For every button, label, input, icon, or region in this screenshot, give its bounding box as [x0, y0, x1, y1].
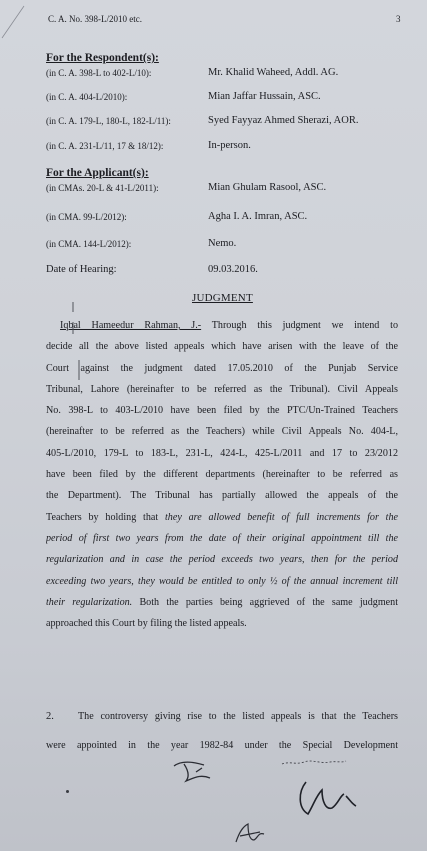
paragraph-line: The controversy giving rise to the listed appeals is that the Teachers [78, 711, 398, 722]
respondent-counsel: Mian Jaffar Hussain, ASC. [208, 91, 321, 102]
respondent-counsel: Syed Fayyaz Ahmed Sherazi, AOR. [208, 115, 359, 126]
paragraph-line: 405-L/2010, 179-L to 183-L, 231-L, 424-L, 425-L/2011 and 17 to 23/2012 [46, 447, 398, 459]
paragraph-line: their regularization. Both the parties being aggrieved of the same judgment [46, 596, 398, 608]
judge-name: Iqbal Hameedur Rahman, J.- [60, 320, 202, 331]
margin-tick-mark [76, 358, 82, 384]
applicant-counsel: Mian Ghulam Rasool, ASC. [208, 182, 327, 193]
initials-signature [230, 818, 274, 848]
judgment-paragraph-1 [46, 315, 398, 634]
page-number: 3 [396, 14, 401, 24]
respondent-cases: (in C. A. 179-L, 180-L, 182-L/11): [46, 116, 171, 126]
paragraph-line: approached this Court by filing the listed appeals. [46, 618, 247, 630]
paragraph-line: the Department). The Tribunal has partially allowed the appeals of the [46, 490, 398, 502]
dotted-flourish [280, 756, 350, 770]
paragraph-line: were appointed in the year 1982-84 under the Special Development [46, 740, 398, 751]
hearing-date: 09.03.2016. [208, 264, 258, 275]
initials-signature [170, 756, 220, 786]
respondent-cases: (in C. A. 398-L to 402-L/10): [46, 68, 152, 78]
paragraph-line: have been filed by the different departments (hereinafter to be referred as [46, 469, 398, 481]
judgment-paragraph-2 [78, 706, 398, 727]
respondent-cases: (in C. A. 404-L/2010): [46, 92, 128, 102]
applicant-counsel: Nemo. [208, 238, 237, 249]
paragraph-line: regularization and in case the period exceeds two years, then for the period [46, 554, 398, 566]
respondent-counsel: In-person. [208, 140, 251, 151]
respondent-cases: (in C. A. 231-L/11, 17 & 18/12): [46, 141, 164, 151]
paragraph-line: exceeding two years, they would be entitled to only ½ of the annual increment till [46, 575, 398, 587]
paragraph-line: (hereinafter to be referred as the Teachers) while Civil Appeals No. 404-L, [46, 426, 398, 438]
paragraph-line: Court against the judgment dated 17.05.2010 of the Punjab Service [46, 362, 398, 374]
quoted-holding: they are allowed benefit of full increments for the [164, 511, 398, 523]
ink-dot [66, 790, 69, 793]
margin-tick-mark [70, 300, 76, 340]
paragraph-line: No. 398-L to 403-L/2010 have been filed by the PTC/Un-Trained Teachers [46, 405, 398, 417]
applicants-heading: For the Applicant(s): [46, 167, 149, 179]
paragraph-line: Tribunal, Lahore (hereinafter to be referred as the Tribunal). Civil Appeals [46, 383, 398, 395]
paragraph-line: period of first two years from the date of their original appointment till the [46, 532, 398, 544]
respondents-heading: For the Respondent(s): [46, 52, 159, 64]
paragraph-line: Iqbal Hameedur Rahman, J.- Through this judgment we intend to [60, 320, 398, 331]
page-fold-mark [0, 0, 40, 40]
paragraph-line: decide all the above listed appeals which have arisen with the leave of the [46, 341, 398, 353]
paragraph-2-number: 2. [46, 711, 54, 722]
hearing-label: Date of Hearing: [46, 264, 117, 275]
judgment-title: JUDGMENT [192, 292, 253, 304]
applicant-cases: (in CMA. 144-L/2012): [46, 239, 132, 249]
applicant-counsel: Agha I. A. Imran, ASC. [208, 211, 308, 222]
respondent-counsel: Mr. Khalid Waheed, Addl. AG. [208, 67, 339, 78]
paragraph-line: Teachers by holding that they are allowed benefit of full increments for the [46, 511, 398, 523]
case-reference: C. A. No. 398-L/2010 etc. [48, 14, 142, 24]
judge-signature [292, 774, 362, 822]
judgment-paragraph-2-cont [46, 735, 398, 756]
applicant-cases: (in CMAs. 20-L & 41-L/2011): [46, 183, 159, 193]
applicant-cases: (in CMA. 99-L/2012): [46, 212, 127, 222]
